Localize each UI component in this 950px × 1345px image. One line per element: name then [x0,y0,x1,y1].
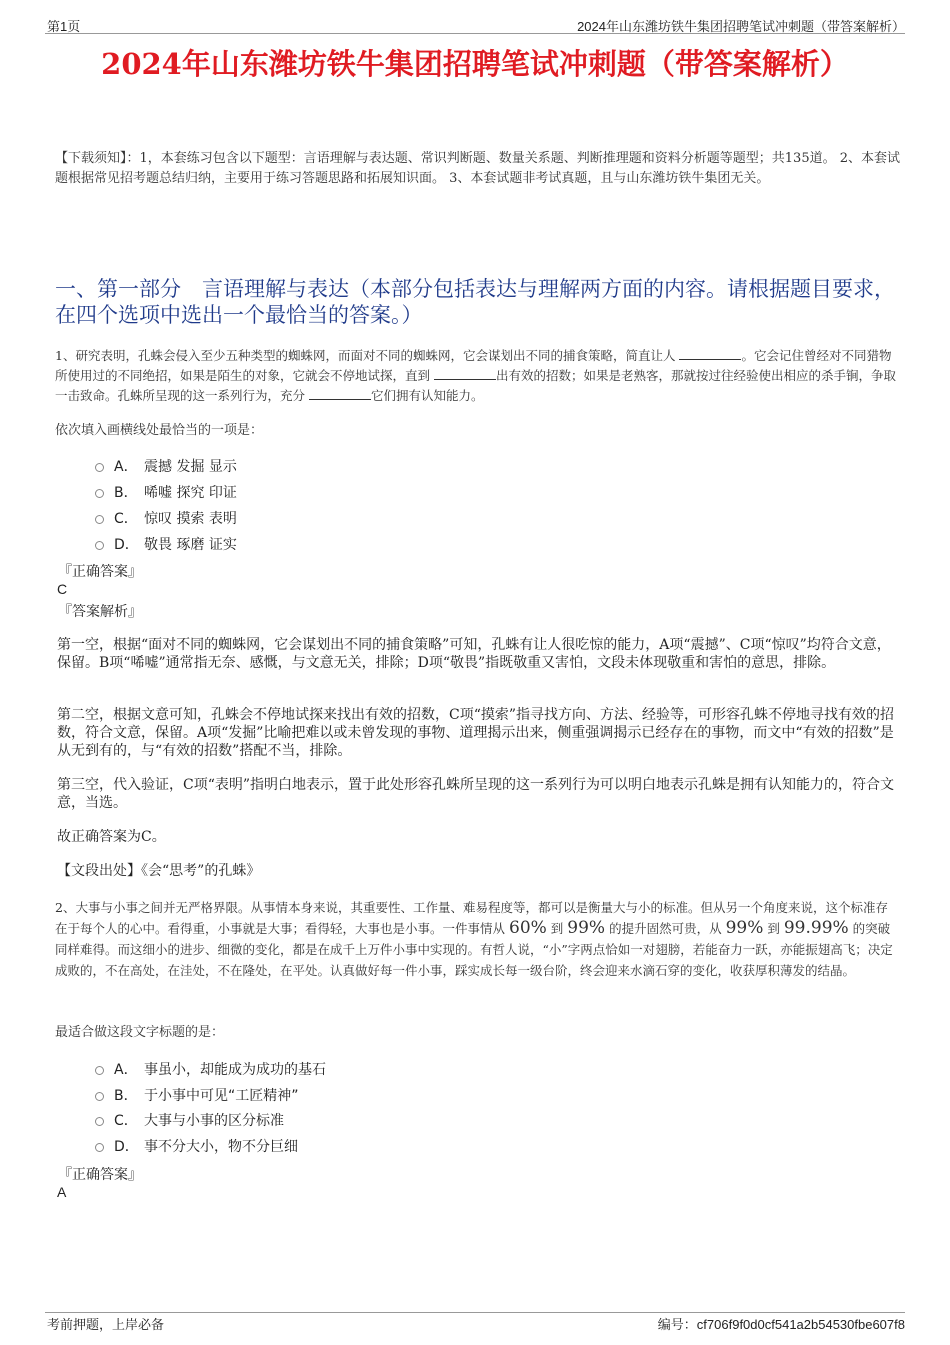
correct-answer-label: 『正确答案』 [58,1167,142,1183]
question-2-prompt: 最适合做这段文字标题的是： [55,1025,225,1040]
header-doc-title: 2024年山东潍坊铁牛集团招聘笔试冲刺题（带答案解析） [577,19,905,34]
analysis-paragraph: 第三空，代入验证，C项“表明”指明白地表示，置于此处形容孔蛛所呈现的这一系列行为可以明白地表示孔蛛是拥有认知能力的，符合文意，当选。 [57,777,895,811]
correct-answer-label: 『正确答案』 [58,564,142,580]
radio-icon[interactable] [95,489,104,498]
radio-icon[interactable] [95,1066,104,1075]
q2-option-c[interactable]: C． 大事与小事的区分标准 [95,1110,284,1130]
question-1-text: 1、研究表明，孔蛛会侵入至少五种类型的蜘蛛网，而面对不同的蜘蛛网，它会谋划出不同的捕食策略，简直让人 。它会记住曾经对不同猎物所使用过的不同绝招，如果是陌生的对象，它就会不停地试探，直到 出有效的招数；如果是老熟客，那就按过往经验使出相应的杀手锏，争取一击致命。孔蛛所呈现的这一系列行为，充分 它们拥有认知能力。 [55,348,897,403]
analysis-paragraph: 第一空，根据“面对不同的蜘蛛网，它会谋划出不同的捕食策略”可知，孔蛛有让人很吃惊的能力，A项“震撼”、C项“惊叹”均符合文意，保留。B项“唏嘘”通常指无奈、感慨，与文意无关，排除；D项“敬畏”指既敬重又害怕，文段未体现敬重和害怕的意思，排除。 [57,637,891,671]
blank-2 [434,368,496,380]
radio-icon[interactable] [95,1092,104,1101]
q1-option-c[interactable]: C． 惊叹 摸索 表明 [95,508,237,528]
q2-option-d[interactable]: D． 事不分大小，物不分巨细 [95,1136,298,1156]
document-code: 编号：cf706f9f0d0cf541a2b54530fbe607f8 [657,1317,905,1332]
q1-option-a[interactable]: A． 震撼 发掘 显示 [95,456,237,476]
download-notice: 【下载须知】：1，本套练习包含以下题型：言语理解与表达题、常识判断题、数量关系题、判断推理题和资料分析题等题型；共135道。 2、本套试题根据常见招考题总结归纳，主要用于练习答题思路和拓展知识面。 3、本套试题非考试真题，且与山东潍坊铁牛集团无关。 [55,151,900,186]
section-heading: 一、第一部分 言语理解与表达（本部分包括表达与理解两方面的内容。请根据题目要求，在四个选项中选出一个最恰当的答案。） [55,277,895,327]
question-1-prompt: 依次填入画横线处最恰当的一项是： [55,423,264,438]
correct-answer: A [57,1184,67,1200]
analysis-conclusion: 故正确答案为C。 [57,829,166,845]
source-citation: 【文段出处】《会“思考”的孔蛛》 [57,863,261,879]
radio-icon[interactable] [95,463,104,472]
radio-icon[interactable] [95,541,104,550]
analysis-label: 『答案解析』 [58,604,142,620]
question-2-text: 2、大事与小事之间并无严格界限。从事情本身来说，其重要性、工作量、难易程度等，都可以是衡量大与小的标准。但从另一个角度来说，这个标准存在于每个人的心中。看得重，小事就是大事；看得轻，大事也是小事。一件事情从 60% 到 99% 的提升固然可贵，从 99% 到 99.99% 的突破同样难得。而这细小的进步、细微的变化，都是在成千上万件小事中实现的。有哲人说，“小”字两点恰如一对翅膀，若能奋力一跃，亦能振翅高飞；决定成败的，不在高处，在洼处，不在隆处，在平处。认真做好每一件小事，踩实成长每一级台阶，终会迎来水滴石穿的变化，收获厚积薄发的结晶。 [55,900,893,978]
footer-slogan: 考前押题，上岸必备 [47,1317,165,1332]
analysis-paragraph: 第二空，根据文意可知，孔蛛会不停地试探来找出有效的招数，C项“摸索”指寻找方向、方法、经验等，可形容孔蛛不停地寻找有效的招数，符合文意，保留。A项“发掘”比喻把难以或未曾发现的事物、道理揭示出来，侧重强调揭示已经存在的事物，而文中“有效的招数”是从无到有的，与“有效的招数”搭配不当，排除。 [57,707,895,759]
q1-option-b[interactable]: B． 唏嘘 探究 印证 [95,482,237,502]
blank-1 [679,348,741,360]
footer-divider [45,1312,905,1313]
page-number: 第1页 [47,19,81,34]
radio-icon[interactable] [95,1143,104,1152]
page-title: 2024年山东潍坊铁牛集团招聘笔试冲刺题（带答案解析） [101,47,849,81]
q2-option-b[interactable]: B． 于小事中可见“工匠精神” [95,1085,299,1105]
q1-option-d[interactable]: D． 敬畏 琢磨 证实 [95,534,237,554]
blank-3 [309,388,371,400]
radio-icon[interactable] [95,515,104,524]
correct-answer: C [57,581,68,597]
header-divider [45,33,905,34]
q2-option-a[interactable]: A． 事虽小，却能成为成功的基石 [95,1059,326,1079]
radio-icon[interactable] [95,1117,104,1126]
